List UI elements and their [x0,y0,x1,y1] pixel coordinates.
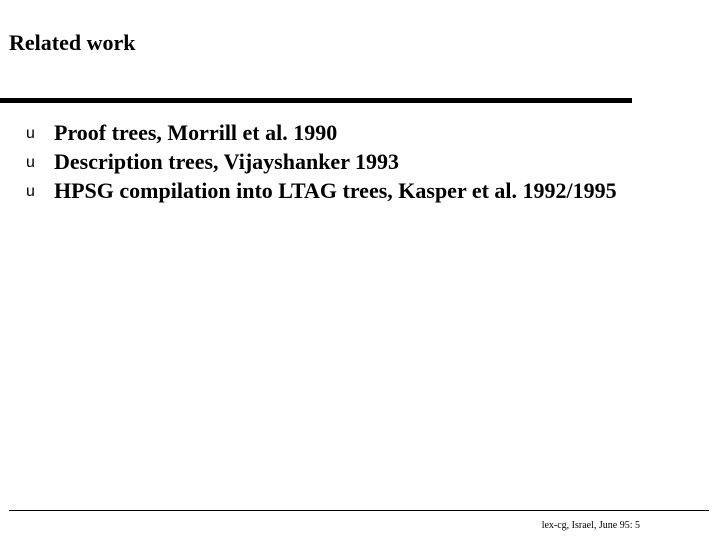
bullet-marker-icon: u [26,183,35,200]
list-item-text: HPSG compilation into LTAG trees, Kasper et al. 1992/1995 [54,178,617,203]
bullet-marker-icon: u [26,125,35,142]
footer-divider [9,510,709,511]
slide-footer: lex-cg, Israel, June 95: 5 [541,520,640,531]
bullet-list [26,119,626,206]
list-item-text: Proof trees, Morrill et al. 1990 [54,120,338,145]
list-item [26,119,626,147]
title-divider [0,98,632,103]
slide-title: Related work [9,30,136,55]
list-item [26,177,626,205]
list-item [26,148,626,176]
list-item-text: Description trees, Vijayshanker 1993 [54,149,400,174]
bullet-marker-icon: u [26,154,35,171]
